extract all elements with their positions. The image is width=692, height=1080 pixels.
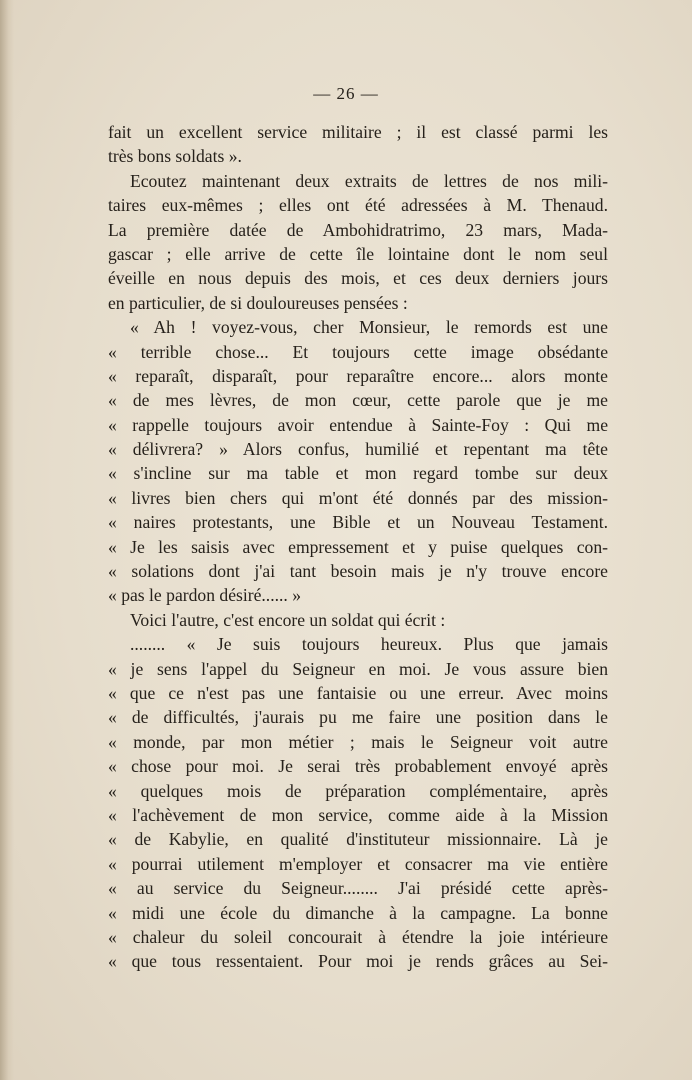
text-line: « que ce n'est pas une fantaisie ou une erreur. Avec moins [108,682,608,703]
page-number: — 26 — [313,84,379,103]
text-line: « s'incline sur ma table et mon regard tombe sur deux [108,463,608,484]
text-line: en particulier, de si douloureuses pensées : [108,292,408,313]
text-line: « terrible chose... Et toujours cette image obsédante [108,341,608,362]
text-line: « de Kabylie, en qualité d'instituteur missionnaire. Là je [108,829,608,850]
spine-shadow [0,0,14,1080]
text-line: ........ « Je suis toujours heureux. Plus que jamais [130,634,608,655]
text-line: « reparaît, disparaît, pour reparaître encore... alors monte [108,365,608,386]
text-line: « monde, par mon métier ; mais le Seigneur voit autre [108,731,608,752]
text-line: « de difficultés, j'aurais pu me faire une position dans le [108,707,608,728]
text-line: Ecoutez maintenant deux extraits de lettres de nos mili- [130,170,608,191]
text-line: taires eux-mêmes ; elles ont été adressées à M. Thenaud. [108,195,608,216]
text-line: « je sens l'appel du Seigneur en moi. Je vous assure bien [108,658,608,679]
text-line: « chaleur du soleil concourait à étendre la joie intérieure [108,926,608,947]
text-line: éveille en nous depuis des mois, et ces deux derniers jours [108,268,608,289]
text-line: « pas le pardon désiré...... » [108,585,301,606]
text-line: « que tous ressentaient. Pour moi je rends grâces au Sei- [108,951,608,972]
text-line: « solations dont j'ai tant besoin mais je n'y trouve encore [108,561,608,582]
text-line: « quelques mois de préparation complémentaire, après [108,780,608,801]
text-line: « Je les saisis avec empressement et y puise quelques con- [108,536,608,557]
text-line: « l'achèvement de mon service, comme aide à la Mission [108,804,608,825]
text-line: « chose pour moi. Je serai très probablement envoyé après [108,756,608,777]
body-text [108,120,608,974]
text-line: « pourrai utilement m'employer et consacrer ma vie entière [108,853,608,874]
text-line: très bons soldats ». [108,146,242,167]
text-line: gascar ; elle arrive de cette île lointaine dont le nom seul [108,243,608,264]
text-line: « naires protestants, une Bible et un Nouveau Testament. [108,512,608,533]
text-line: « Ah ! voyez-vous, cher Monsieur, le remords est une [130,317,608,338]
text-line: « au service du Seigneur........ J'ai présidé cette après- [108,878,608,899]
text-line: « de mes lèvres, de mon cœur, cette parole que je me [108,390,608,411]
text-line: Voici l'autre, c'est encore un soldat qui écrit : [130,609,446,630]
text-line: « rappelle toujours avoir entendue à Sainte-Foy : Qui me [108,414,608,435]
text-line: « délivrera? » Alors confus, humilié et repentant ma tête [108,439,608,460]
text-line: fait un excellent service militaire ; il est classé parmi les [108,122,608,142]
text-line: « midi une école du dimanche à la campagne. La bonne [108,902,608,923]
text-line: « livres bien chers qui m'ont été donnés par des mission- [108,487,608,508]
text-line: La première datée de Ambohidratrimo, 23 mars, Mada- [108,219,608,240]
